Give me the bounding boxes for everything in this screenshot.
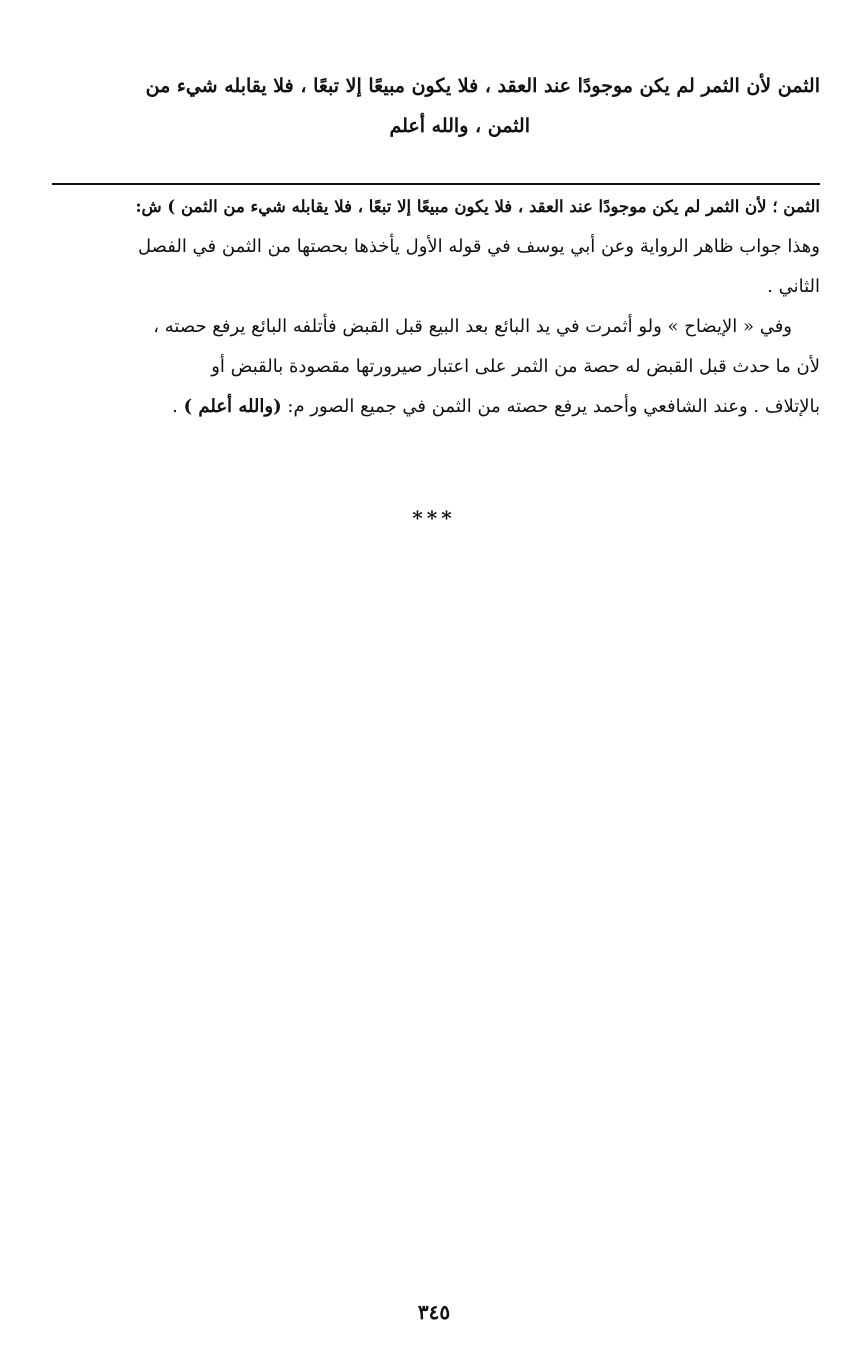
sharh-period: . (172, 396, 178, 417)
sharh-line: وفي « الإيضاح » ولو أثمرت في يد البائع بعد البيع قبل القبض فأتلفه البائع يرفع حصته ، (153, 316, 792, 337)
page-number: ٣٤٥ (417, 1300, 451, 1324)
sharh-line-last (52, 387, 820, 427)
sharh-line: الثاني . (767, 276, 820, 297)
separator-rule (52, 183, 820, 185)
sharh-text (52, 187, 820, 427)
matn-text (52, 66, 820, 146)
matn-line: الثمن ، والله أعلم (389, 115, 530, 137)
sharh-text-run: بالإتلاف . وعند الشافعي وأحمد يرفع حصته من الثمن في جميع الصور م: (287, 396, 820, 417)
sharh-closing-quote: (والله أعلم ) (183, 396, 282, 417)
matn-line: الثمن لأن الثمر لم يكن موجودًا عند العقد ، فلا يكون مبيعًا إلا تبعًا ، فلا يقابله شيء من (145, 75, 820, 97)
sharh-line: لأن ما حدث قبل القبض له حصة من الثمر على اعتبار صيرورتها مقصودة بالقبض أو (211, 356, 820, 377)
sharh-line: وهذا جواب ظاهر الرواية وعن أبي يوسف في قوله الأول يأخذها بحصتها من الثمن في الفصل (138, 236, 820, 257)
section-separator-asterisks: *** (412, 506, 456, 530)
sharh-quoted-matn: الثمن ؛ لأن الثمر لم يكن موجودًا عند العقد ، فلا يكون مبيعًا إلا تبعًا ، فلا يقابله شيء من الثمن ) ش: (135, 197, 820, 216)
